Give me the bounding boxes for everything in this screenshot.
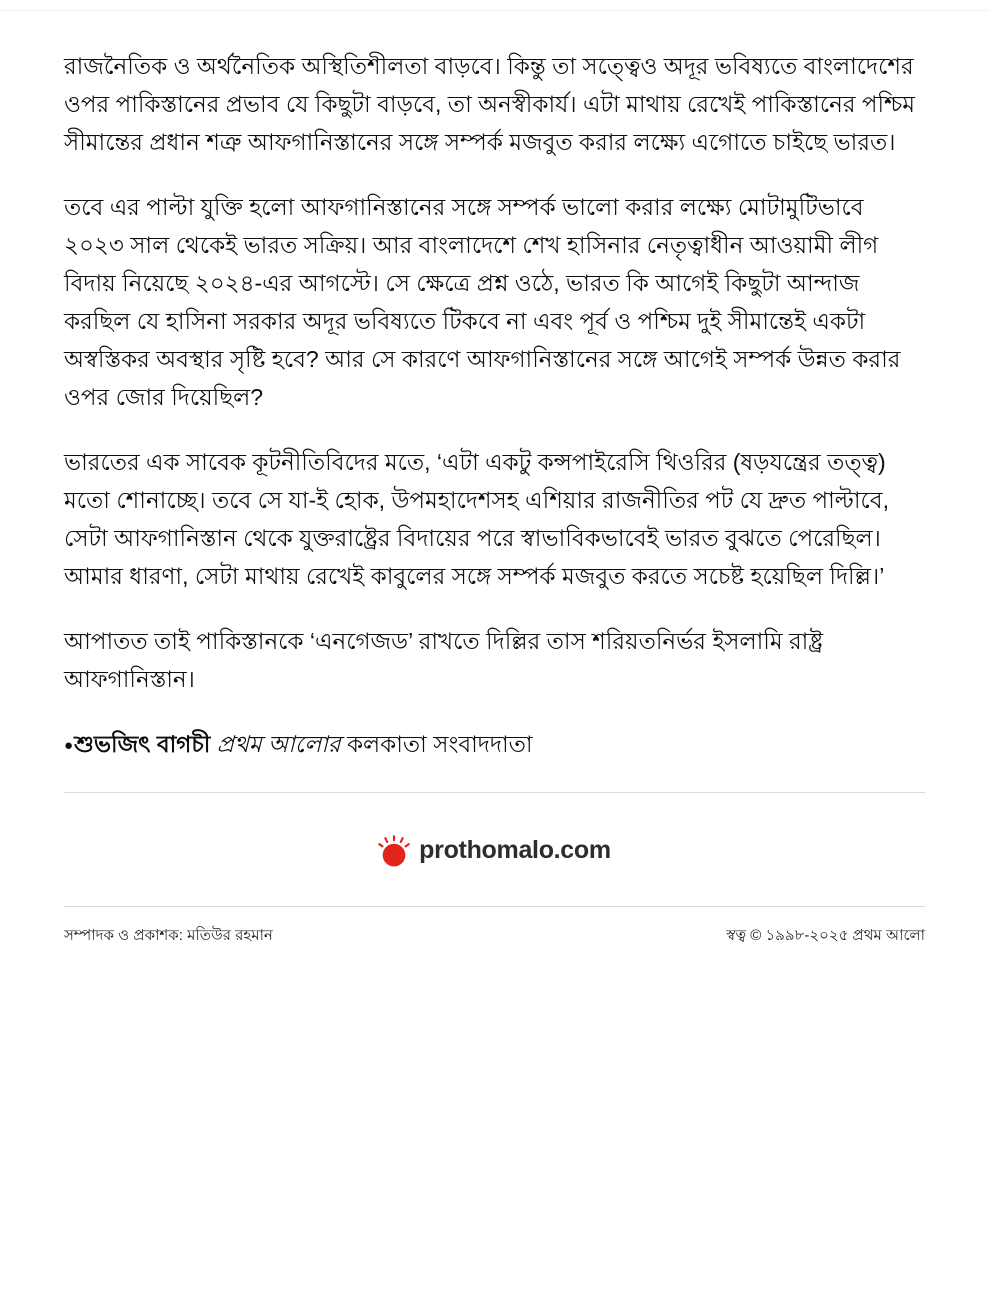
byline-role: কলকাতা সংবাদদাতা (346, 731, 533, 757)
prothomalo-logo (64, 793, 925, 906)
footer-copyright: স্বত্ব © ১৯৯৮-২০২৫ প্রথম আলো (726, 927, 925, 944)
article-paragraph: রাজনৈতিক ও অর্থনৈতিক অস্থিতিশীলতা বাড়বে। কিন্তু তা সত্ত্বেও অদূর ভবিষ্যতে বাংলাদেশের ওপর পাকিস্তানের প্রভাব যে কিছুটা বাড়বে, তা অনস্বীকার্য। এটা মাথায় রেখেই পাকিস্তানের পশ্চিম সীমান্তের প্রধান শত্রু আফগানিস্তানের সঙ্গে সম্পর্ক মজবুত করার লক্ষ্যে এগোতে চাইছে ভারত। (64, 53, 916, 155)
article-paragraph: তবে এর পাল্টা যুক্তি হলো আফগানিস্তানের সঙ্গে সম্পর্ক ভালো করার লক্ষ্যে মোটামুটিভাবে ২০২৩ সাল থেকেই ভারত সক্রিয়। আর বাংলাদেশে শেখ হাসিনার নেতৃত্বাধীন আওয়ামী লীগ বিদায় নিয়েছে ২০২৪-এর আগস্টে। সে ক্ষেত্রে প্রশ্ন ওঠে, ভারত কি আগেই কিছুটা আন্দাজ করছিল যে হাসিনা সরকার অদূর ভবিষ্যতে টিকবে না এবং পূর্ব ও পশ্চিম দুই সীমান্তেই একটা অস্বস্তিকর অবস্থার সৃষ্টি হবে? আর সে কারণে আফগানিস্তানের সঙ্গে আগেই সম্পর্ক উন্নত করার ওপর জোর দিয়েছিল? (64, 194, 901, 410)
bullet-icon: ● (64, 737, 74, 754)
byline (64, 725, 925, 765)
footer (64, 907, 925, 949)
article-paragraph: আপাতত তাই পাকিস্তানকে ‘এনগেজড’ রাখতে দিল্লির তাস শরিয়তনির্ভর ইসলামি রাষ্ট্র আফগানিস্তান। (64, 628, 823, 692)
article-page (0, 11, 989, 949)
logo-text: prothomalo.com (419, 836, 611, 864)
byline-paper-name: প্রথম আলোর (216, 731, 341, 757)
sunrise-icon (378, 833, 410, 868)
article-paragraph: ভারতের এক সাবেক কূটনীতিবিদের মতে, ‘এটা একটু কন্সপাইরেসি থিওরির (ষড়যন্ত্রের তত্ত্ব) মতো শোনাচ্ছে। তবে সে যা-ই হোক, উপমহাদেশসহ এশিয়ার রাজনীতির পট যে দ্রুত পাল্টাবে, সেটা আফগানিস্তান থেকে যুক্তরাষ্ট্রের বিদায়ের পরে স্বাভাবিকভাবেই ভারত বুঝতে পেরেছিল। আমার ধারণা, সেটা মাথায় রেখেই কাবুলের সঙ্গে সম্পর্ক মজবুত করতে সচেষ্ট হয়েছিল দিল্লি।’ (64, 449, 889, 589)
byline-author: শুভজিৎ বাগচী (74, 731, 211, 757)
article-body (64, 11, 925, 765)
footer-publisher: সম্পাদক ও প্রকাশক: মতিউর রহমান (64, 927, 273, 944)
